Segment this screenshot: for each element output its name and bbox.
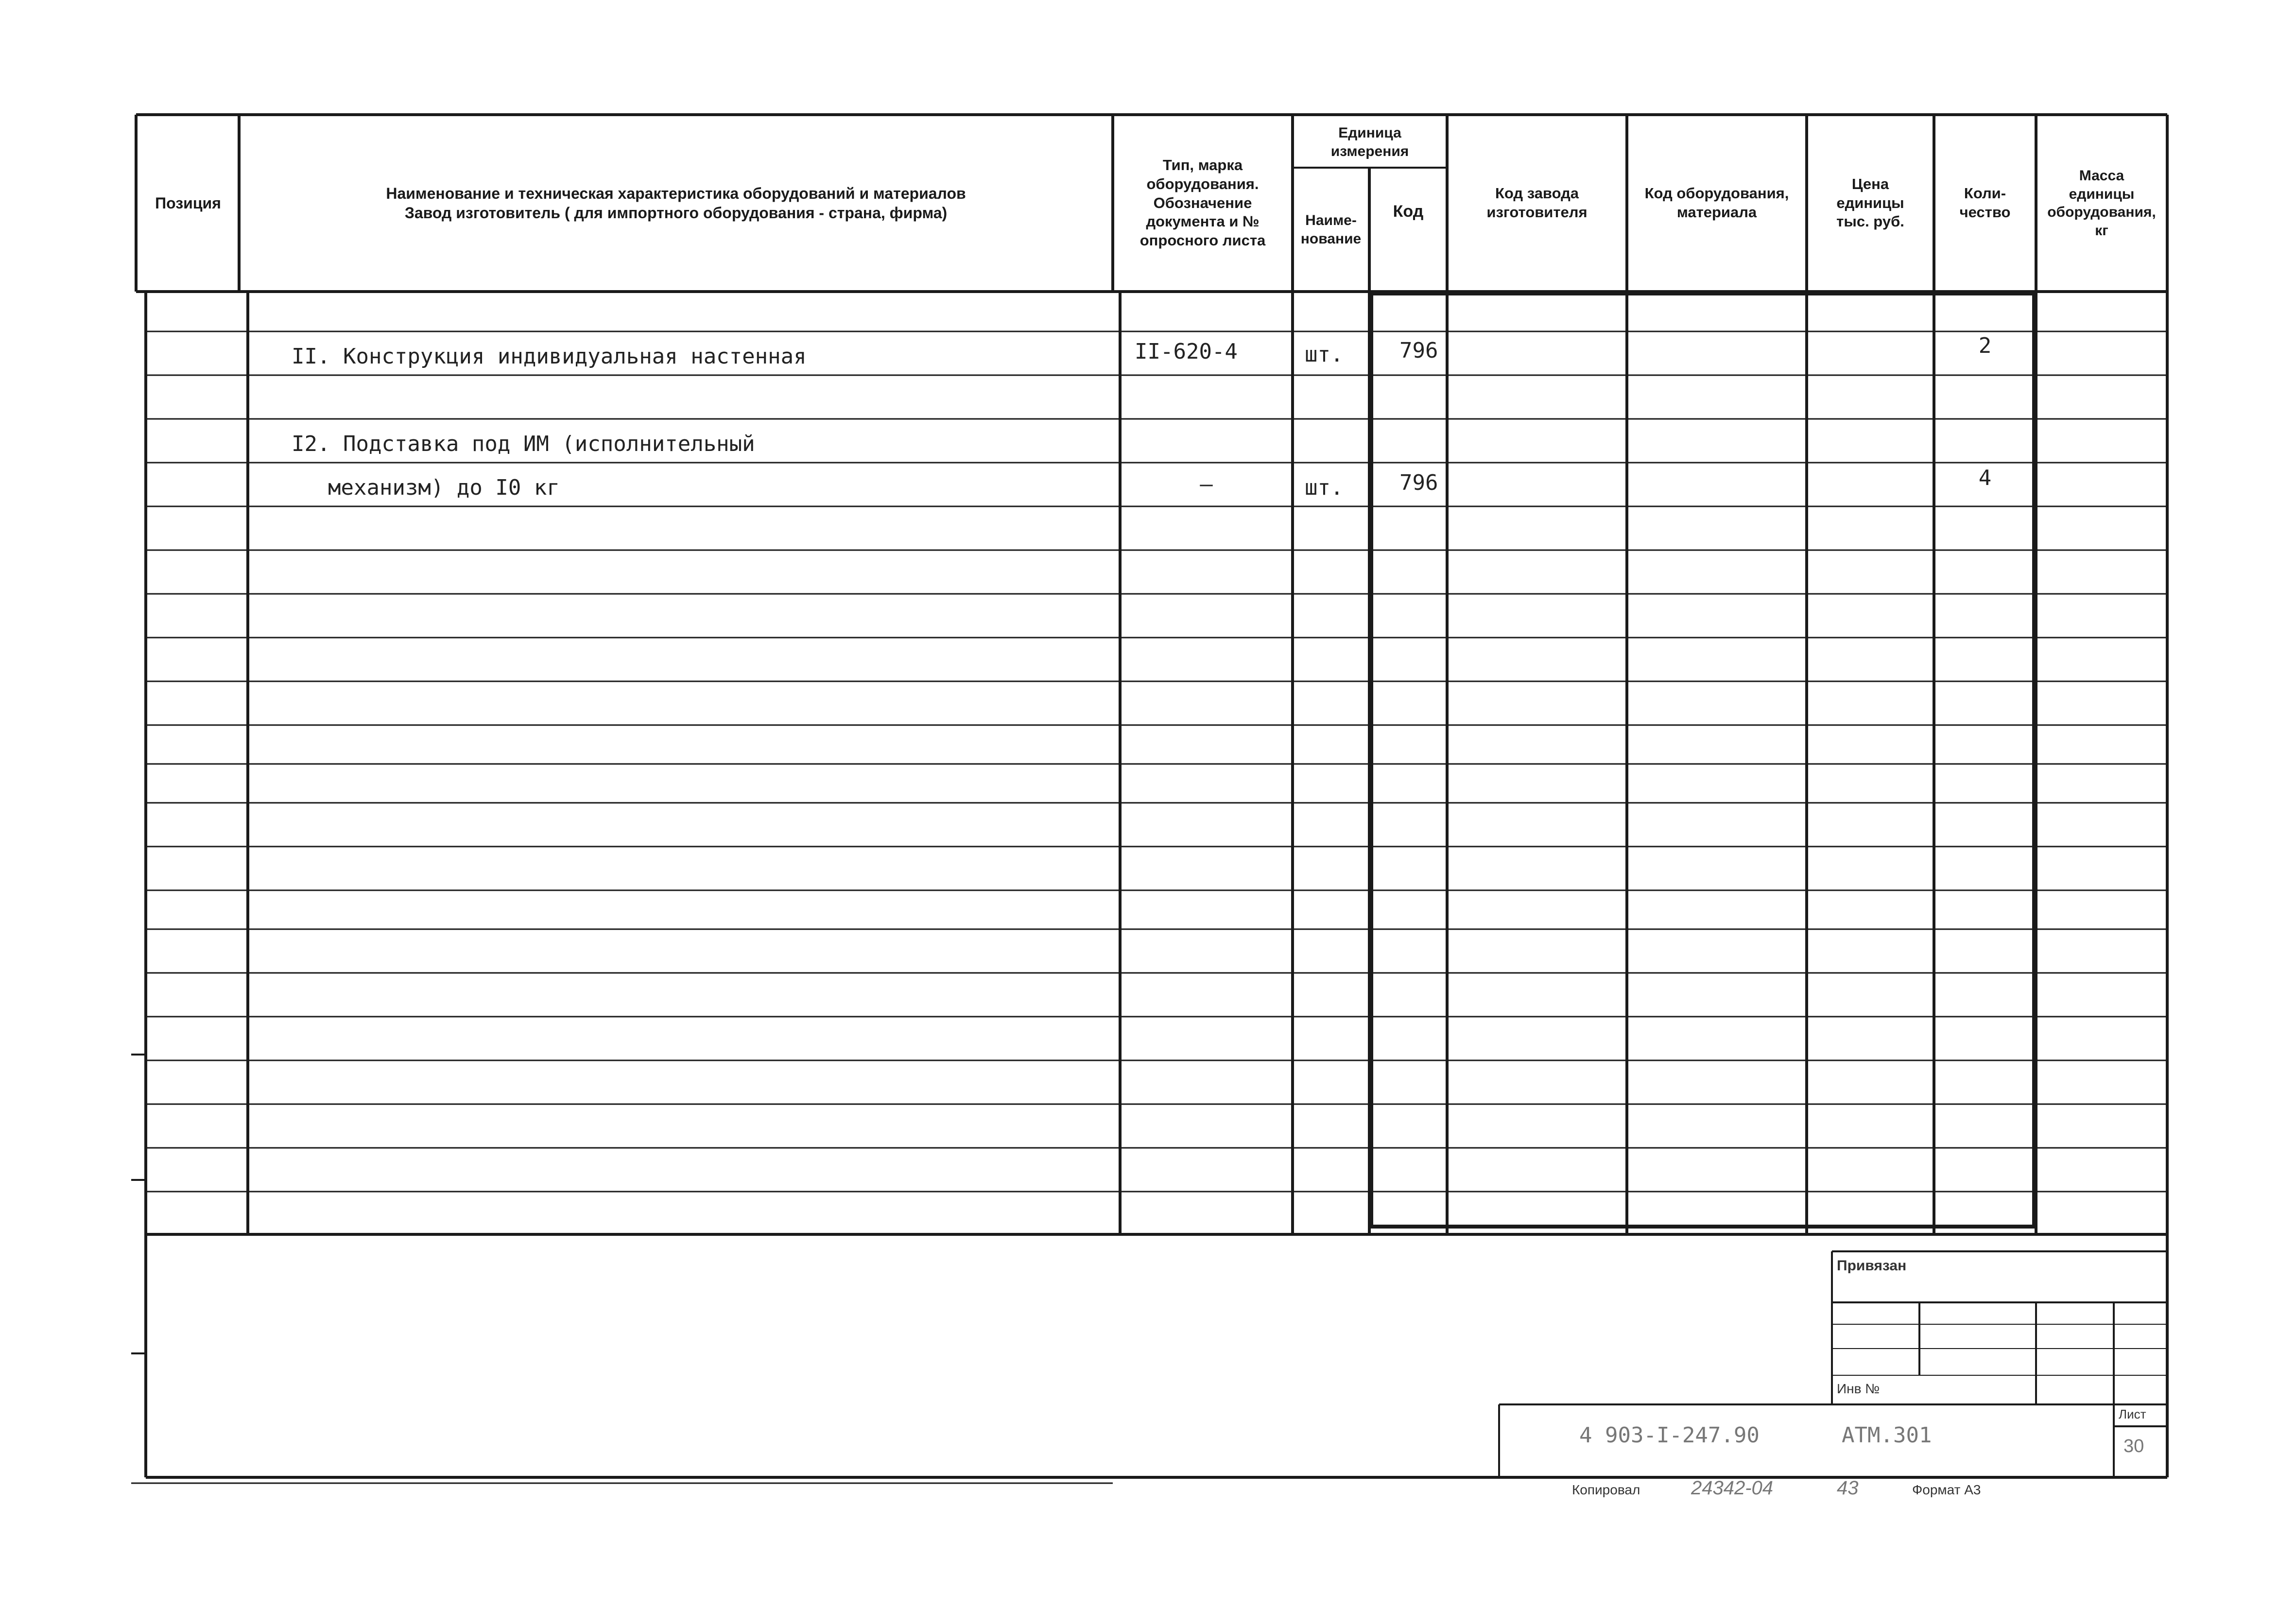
header-mass: Масса единицы оборудования, кг [2047, 168, 2156, 239]
document-section: АТМ.301 [1842, 1423, 1932, 1448]
header-quantity: Коли- чество [1959, 185, 2011, 221]
document-code: 4 903-I-247.90 [1579, 1423, 1760, 1448]
sheet-label: Лист [2119, 1407, 2146, 1421]
row-2-name-line2: механизм) до I0 кг [328, 475, 560, 500]
header-plant-code: Код завода изготовителя [1486, 185, 1588, 221]
row-1-code: 796 [1399, 338, 1438, 363]
row-2-quantity: 4 [1978, 466, 1992, 490]
row-2-name-line1: I2. Подставка под ИМ (исполнительный [292, 432, 755, 456]
format-label: Формат А3 [1912, 1482, 1981, 1497]
row-1-quantity: 2 [1978, 333, 1992, 358]
row-2-type: – [1200, 472, 1213, 497]
sheet-number: 30 [2123, 1436, 2144, 1456]
header-type: Тип, марка оборудования. Обозначение документа и № опросного листа [1139, 156, 1266, 249]
copied-number: 24342-04 [1691, 1477, 1774, 1499]
header-price: Цена единицы тыс. руб. [1836, 175, 1904, 230]
copied-extra: 43 [1837, 1477, 1859, 1499]
row-2-unit: шт. [1305, 475, 1344, 500]
copied-label: Копировал [1572, 1482, 1640, 1497]
header-equipment-code: Код оборудования, материала [1644, 185, 1789, 221]
header-unit-name: Наиме- нование [1300, 212, 1362, 247]
row-1-type: II-620-4 [1135, 339, 1238, 364]
header-unit: Единица измерения [1330, 125, 1409, 159]
inventory-label: Инв № [1837, 1381, 1880, 1396]
header-position: Позиция [155, 194, 221, 212]
row-2-code: 796 [1399, 470, 1438, 495]
row-1-unit: шт. [1305, 342, 1344, 367]
header-name: Наименование и техническая характеристика оборудований и материалов Завод изготовитель ( для импортного оборудования - страна, фирма) [386, 185, 966, 222]
row-1-name: II. Конструкция индивидуальная настенная [292, 344, 807, 369]
header-unit-code: Код [1393, 202, 1424, 221]
bound-label: Привязан [1837, 1258, 1907, 1274]
